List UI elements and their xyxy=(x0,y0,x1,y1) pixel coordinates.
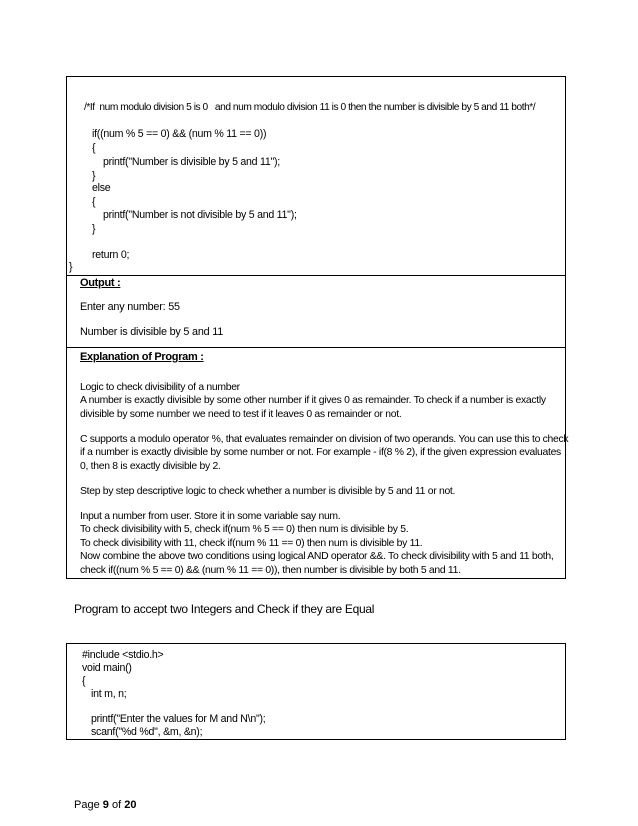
code-brace-open: { xyxy=(92,196,96,208)
text-line: Now combine the above two conditions using logical AND operator &&. To check divisibility with 5 and 11 both, xyxy=(80,551,554,563)
explanation-divider xyxy=(66,347,566,348)
code-include-line: #include <stdio.h> xyxy=(82,649,164,661)
output-heading: Output : xyxy=(80,277,121,289)
text-line: if a number is exactly divisible by some number or not. For example - if(8 % 2), if the given expression evaluates xyxy=(80,447,561,459)
code-printf-line: printf("Enter the values for M and N\n"); xyxy=(91,713,266,725)
output-divider xyxy=(66,275,566,276)
text-line: C supports a modulo operator %, that evaluates remainder on division of two operands. You can use this to check xyxy=(80,434,569,445)
text-line: To check divisibility with 11, check if(num % 11 == 0) then num is divisible by 11. xyxy=(80,537,423,549)
code-scanf-line: scanf("%d %d", &m, &n); xyxy=(91,726,203,738)
code-main-line: void main() xyxy=(82,662,132,674)
explanation-paragraph xyxy=(80,485,560,498)
code-brace-close: } xyxy=(92,223,96,235)
code-brace-close: } xyxy=(92,170,96,182)
code-if-line: if((num % 5 == 0) && (num % 11 == 0)) xyxy=(92,128,267,140)
code-printf-line: printf("Number is not divisible by 5 and 11"); xyxy=(103,209,297,221)
code-brace-open: { xyxy=(92,142,96,154)
code-return-line: return 0; xyxy=(92,249,130,261)
section-title: Program to accept two Integers and Check if they are Equal xyxy=(74,602,375,616)
explanation-paragraph xyxy=(80,381,560,421)
explanation-paragraph xyxy=(80,510,560,577)
text-line: Logic to check divisibility of a number xyxy=(80,382,240,393)
output-line: Enter any number: 55 xyxy=(80,301,180,313)
text-line: A number is exactly divisible by some other number if it gives 0 as remainder. To check if a number is exactly xyxy=(80,395,546,407)
code-comment-line: /*If num modulo division 5 is 0 and num modulo division 11 is 0 then the number is divisible by 5 and 11 both*/ xyxy=(84,102,536,113)
of-label: of xyxy=(111,799,122,811)
text-line: 0, then 8 is exactly divisible by 2. xyxy=(80,460,221,472)
text-line: Input a number from user. Store it in some variable say num. xyxy=(80,511,341,522)
text-line: To check divisibility with 5, check if(num % 5 == 0) then num is divisible by 5. xyxy=(80,524,409,536)
code-brace-open: { xyxy=(82,675,86,687)
explanation-paragraph xyxy=(80,433,569,473)
text-line: check if((num % 5 == 0) && (num % 11 == 0)), then number is divisible by both 5 and 11. xyxy=(80,564,461,576)
page-footer xyxy=(74,799,136,811)
explanation-heading: Explanation of Program : xyxy=(80,351,204,363)
output-line: Number is divisible by 5 and 11 xyxy=(80,326,224,338)
code-else-line: else xyxy=(92,182,111,194)
code-printf-line: printf("Number is divisible by 5 and 11"); xyxy=(103,156,280,168)
code-main-brace-close: } xyxy=(69,261,73,273)
text-line: divisible by some number we need to test if it leaves 0 as remainder or not. xyxy=(80,408,402,420)
text-line: Step by step descriptive logic to check whether a number is divisible by 5 and 11 or not. xyxy=(80,486,456,497)
code-declare-line: int m, n; xyxy=(91,688,127,700)
page-label: Page xyxy=(74,799,100,811)
total-pages: 20 xyxy=(124,799,137,811)
page-number: 9 xyxy=(102,799,109,811)
